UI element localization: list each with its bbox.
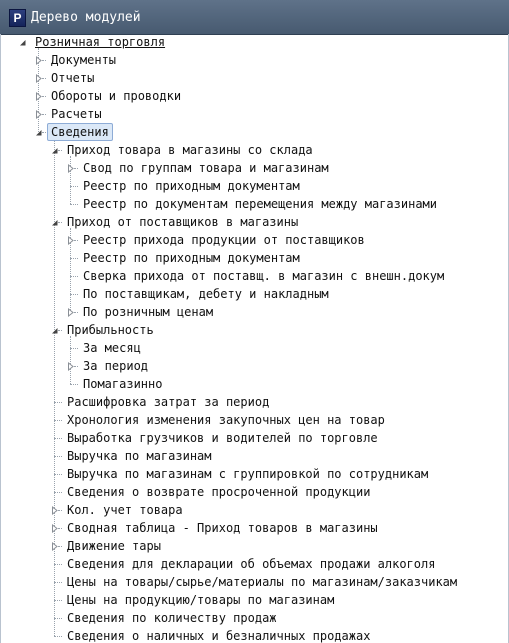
collapsed-arrow-icon[interactable]: [50, 506, 59, 515]
tree-connector: [70, 276, 78, 277]
tree-item[interactable]: Прибыльность: [67, 323, 154, 337]
tree-item[interactable]: Помагазинно: [83, 377, 163, 391]
tree-connector: [70, 186, 78, 187]
tree-item[interactable]: Сводная таблица - Приход товаров в магазины: [67, 521, 378, 535]
tree-item[interactable]: Обороты и проводки: [51, 89, 182, 103]
tree-item[interactable]: Сведения: [47, 123, 113, 141]
tree-connector: [54, 492, 62, 493]
tree-item[interactable]: Кол. учет товара: [67, 503, 183, 517]
expanded-arrow-icon[interactable]: [50, 326, 59, 335]
tree-item[interactable]: По поставщикам, дебету и накладным: [83, 287, 329, 301]
tree-item[interactable]: Сверка прихода от поставщ. в магазин с внешн.докум: [83, 269, 445, 283]
tree-item[interactable]: Сведения о возврате просроченной продукции: [67, 485, 371, 499]
tree-item[interactable]: Расчеты: [51, 107, 102, 121]
collapsed-arrow-icon[interactable]: [34, 74, 43, 83]
tree-item[interactable]: Реестр по приходным документам: [83, 179, 300, 193]
tree-item[interactable]: Документы: [51, 53, 117, 67]
tree-item[interactable]: Хронология изменения закупочных цен на товар: [67, 413, 385, 427]
module-tree[interactable]: [0, 34, 509, 643]
collapsed-arrow-icon[interactable]: [34, 110, 43, 119]
collapsed-arrow-icon[interactable]: [66, 362, 75, 371]
tree-item[interactable]: Реестр прихода продукции от поставщиков: [83, 233, 365, 247]
tree-connector: [54, 600, 62, 601]
tree-connector: [54, 456, 62, 457]
tree-item[interactable]: По розничным ценам: [83, 305, 214, 319]
collapsed-arrow-icon[interactable]: [66, 236, 75, 245]
tree-connector: [54, 636, 62, 637]
collapsed-arrow-icon[interactable]: [50, 542, 59, 551]
tree-connector: [70, 348, 78, 349]
collapsed-arrow-icon[interactable]: [66, 308, 75, 317]
title-bar[interactable]: [0, 0, 509, 35]
tree-connector: [54, 474, 62, 475]
expanded-arrow-icon[interactable]: [34, 128, 43, 137]
tree-connector: [54, 438, 62, 439]
tree-connector: [70, 294, 78, 295]
tree-item[interactable]: Расшифровка затрат за период: [67, 395, 270, 409]
tree-connector: [54, 618, 62, 619]
tree-guide-line: [54, 138, 55, 636]
tree-connector: [54, 420, 62, 421]
tree-connector: [54, 402, 62, 403]
tree-connector: [54, 582, 62, 583]
tree-item[interactable]: Цены на продукцию/товары по магазинам: [67, 593, 335, 607]
tree-connector: [70, 204, 78, 205]
app-icon: P: [9, 9, 26, 27]
tree-item[interactable]: Отчеты: [51, 71, 95, 85]
collapsed-arrow-icon[interactable]: [34, 56, 43, 65]
tree-item[interactable]: Сведения по количеству продаж: [67, 611, 277, 625]
tree-connector: [70, 384, 78, 385]
tree-item[interactable]: Выработка грузчиков и водителей по торговле: [67, 431, 378, 445]
tree-connector: [70, 258, 78, 259]
tree-item[interactable]: Цены на товары/сырье/материалы по магазинам/заказчикам: [67, 575, 458, 589]
tree-item[interactable]: Приход товара в магазины со склада: [67, 143, 313, 157]
tree-item[interactable]: За период: [83, 359, 149, 373]
window-title: Дерево модулей: [31, 10, 141, 25]
tree-item[interactable]: За месяц: [83, 341, 141, 355]
tree-item[interactable]: Выручка по магазинам с группировкой по сотрудникам: [67, 467, 429, 481]
expanded-arrow-icon[interactable]: [50, 218, 59, 227]
tree-item[interactable]: Реестр по приходным документам: [83, 251, 300, 265]
tree-item[interactable]: Сведения о наличных и безналичных продажах: [67, 629, 371, 643]
tree-item[interactable]: Сведения для декларации об объемах продажи алкоголя: [67, 557, 436, 571]
expanded-arrow-icon[interactable]: [50, 146, 59, 155]
tree-item[interactable]: Реестр по документам перемещения между магазинами: [83, 197, 438, 211]
expanded-arrow-icon[interactable]: [18, 38, 27, 47]
tree-item[interactable]: Движение тары: [67, 539, 161, 553]
tree-guide-line: [70, 336, 71, 384]
collapsed-arrow-icon[interactable]: [34, 92, 43, 101]
tree-item[interactable]: Свод по группам товара и магазинам: [83, 161, 329, 175]
tree-connector: [54, 564, 62, 565]
tree-item[interactable]: Розничная торговля: [35, 35, 166, 49]
collapsed-arrow-icon[interactable]: [50, 524, 59, 533]
tree-item[interactable]: Выручка по магазинам: [67, 449, 212, 463]
collapsed-arrow-icon[interactable]: [66, 164, 75, 173]
tree-item[interactable]: Приход от поставщиков в магазины: [67, 215, 299, 229]
